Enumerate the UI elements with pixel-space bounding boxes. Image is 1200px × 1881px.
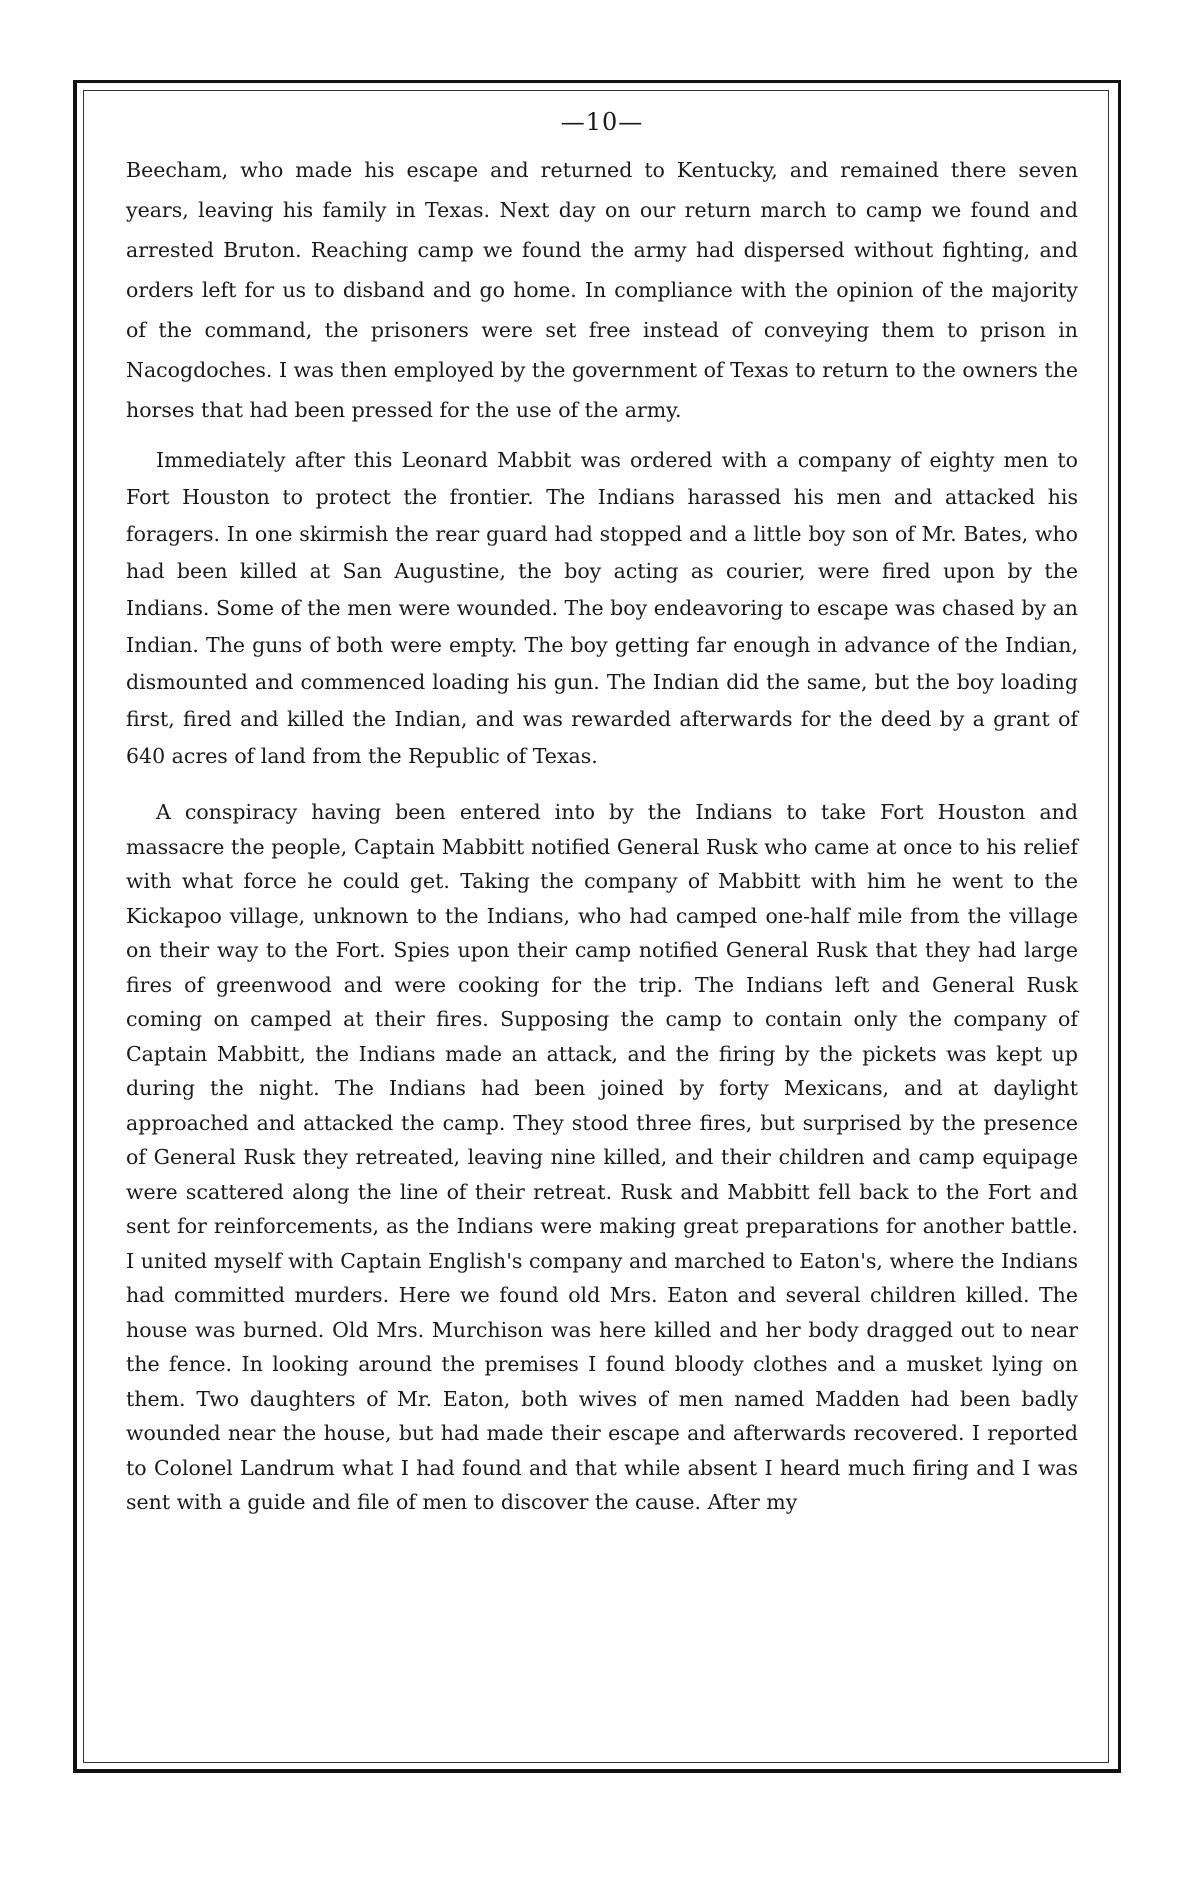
paragraph-2: Immediately after this Leonard Mabbit was ordered with a company of eighty men to Fort Houston to protect the frontier. The Indians harassed his men and attacked his foragers. In one skirmish the rear guard had stopped and a little boy son of Mr. Bates, who had been killed at San Augustine, the boy acting as courier, were fired upon by the Indians. Some of the men were wounded. The boy endeavoring to escape was chased by an Indian. The guns of both were empty. The boy getting far enough in advance of the Indian, dismounted and commenced loading his gun. The Indian did the same, but the boy loading first, fired and killed the Indian, and was rewarded afterwards for the deed by a grant of 640 acres of land from the Republic of Texas. — [126, 448, 1078, 768]
page-body — [126, 108, 1078, 1520]
paragraph-1: Beecham, who made his escape and returned to Kentucky, and remained there seven years, leaving his family in Texas. Next day on our return march to camp we found and arrested Bruton. Reaching camp we found the army had dispersed without fighting, and orders left for us to disband and go home. In compliance with the opinion of the majority of the command, the prisoners were set free instead of conveying them to prison in Nacogdoches. I was then employed by the government of Texas to return to the owners the horses that had been pressed for the use of the army. — [126, 158, 1078, 422]
page-number: —10— — [560, 108, 644, 136]
paragraph-3: A conspiracy having been entered into by the Indians to take Fort Houston and massacre the people, Captain Mabbitt notified General Rusk who came at once to his relief with what force he could get. Taking the company of Mabbitt with him he went to the Kickapoo village, unknown to the Indians, who had camped one-half mile from the village on their way to the Fort. Spies upon their camp notified General Rusk that they had large fires of greenwood and were cooking for the trip. The Indians left and General Rusk coming on camped at their fires. Supposing the camp to contain only the company of Captain Mabbitt, the Indians made an attack, and the firing by the pickets was kept up during the night. The Indians had been joined by forty Mexicans, and at daylight approached and attacked the camp. They stood three fires, but surprised by the presence of General Rusk they retreated, leaving nine killed, and their children and camp equipage were scattered along the line of their retreat. Rusk and Mabbitt fell back to the Fort and sent for reinforcements, as the Indians were making great preparations for another battle. I united myself with Captain English's company and marched to Eaton's, where the Indians had committed murders. Here we found old Mrs. Eaton and several children killed. The house was burned. Old Mrs. Murchison was here killed and her body dragged out to near the fence. In looking around the premises I found bloody clothes and a musket lying on them. Two daughters of Mr. Eaton, both wives of men named Madden had been badly wounded near the house, but had made their escape and afterwards recovered. I reported to Colonel Landrum what I had found and that while absent I heard much firing and I was sent with a guide and file of men to discover the cause. After my — [126, 800, 1078, 1514]
